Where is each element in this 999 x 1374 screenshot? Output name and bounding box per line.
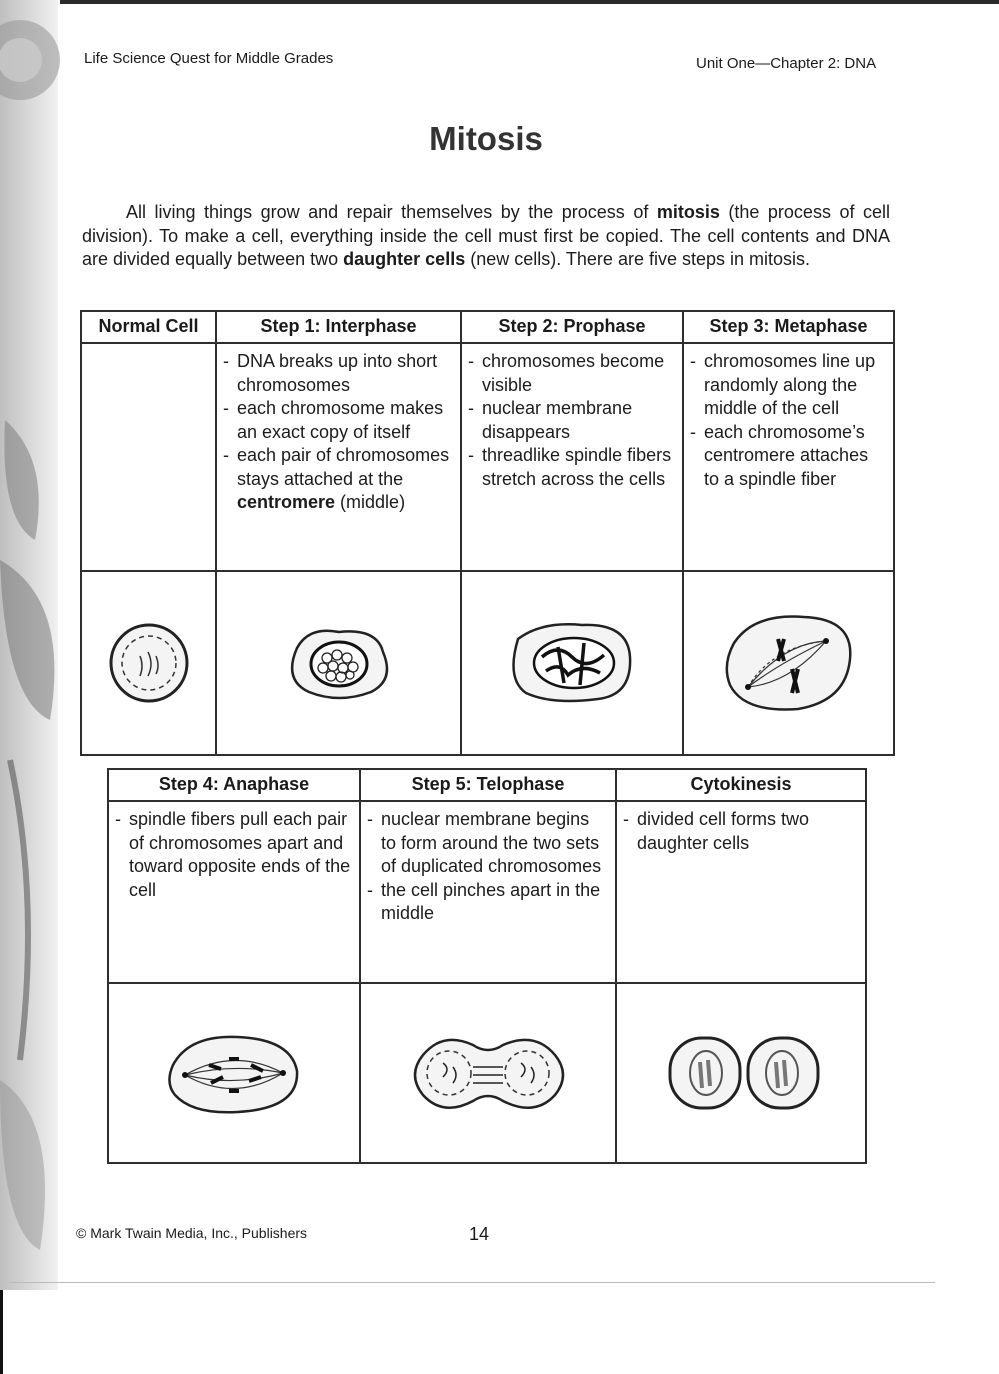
- list-item: - each chromosome’s centromere attaches to a spindle fiber: [690, 421, 887, 492]
- publisher-credit: © Mark Twain Media, Inc., Publishers: [76, 1225, 308, 1241]
- header-metaphase: Step 3: Metaphase: [683, 311, 894, 343]
- list-item: - chromosomes become visible: [468, 350, 676, 397]
- bottom-divider: [10, 1282, 935, 1283]
- top-border: [60, 0, 999, 4]
- cytokinesis-diagram: [616, 983, 866, 1163]
- interphase-diagram: [216, 571, 461, 755]
- list-item: - each pair of chromosomes stays attached at the centromere (middle): [223, 444, 454, 515]
- metaphase-diagram: [683, 571, 894, 755]
- telophase-text: [360, 801, 616, 983]
- book-title: Life Science Quest for Middle Grades: [84, 50, 334, 67]
- intro-paragraph: All living things grow and repair themselves by the process of mitosis (the process of cell division). To make a cell, everything inside the cell must first be copied. The cell contents and DNA are divided equally between two daughter cells (new cells). There are five steps in mitosis.: [82, 202, 890, 269]
- list-item: - spindle fibers pull each pair of chromosomes apart and toward opposite ends of the cell: [115, 808, 353, 902]
- header-interphase: Step 1: Interphase: [216, 311, 461, 343]
- cytokinesis-text: [616, 801, 866, 983]
- interphase-text: [216, 343, 461, 571]
- term-mitosis: mitosis: [656, 202, 720, 222]
- page-title: Mitosis: [429, 120, 543, 157]
- list-item: - the cell pinches apart in the middle: [367, 879, 609, 926]
- list-item: - divided cell forms two daughter cells: [623, 808, 859, 855]
- prophase-diagram: [461, 571, 683, 755]
- normal-cell-text: [81, 343, 216, 571]
- term-daughter-cells: daughter cells: [343, 249, 466, 269]
- header-telophase: Step 5: Telophase: [360, 769, 616, 801]
- list-item: - chromosomes line up randomly along the middle of the cell: [690, 350, 887, 421]
- page-number: 14: [469, 1224, 490, 1244]
- telophase-diagram: [360, 983, 616, 1163]
- prophase-text: [461, 343, 683, 571]
- header-prophase: Step 2: Prophase: [461, 311, 683, 343]
- header-anaphase: Step 4: Anaphase: [108, 769, 360, 801]
- list-item: - threadlike spindle fibers stretch across the cells: [468, 444, 676, 491]
- list-item: - DNA breaks up into short chromosomes: [223, 350, 454, 397]
- term-centromere: centromere: [237, 492, 336, 512]
- list-item: - each chromosome makes an exact copy of itself: [223, 397, 454, 444]
- mitosis-table-bottom: [107, 768, 867, 1164]
- anaphase-text: [108, 801, 360, 983]
- anaphase-diagram: [108, 983, 360, 1163]
- list-item: - nuclear membrane begins to form around the two sets of duplicated chromosomes: [367, 808, 609, 879]
- mitosis-table-top: [80, 310, 895, 756]
- decorative-plant-border: [0, 0, 72, 1290]
- normal-cell-diagram: [81, 571, 216, 755]
- header-cytokinesis: Cytokinesis: [616, 769, 866, 801]
- header-normal-cell: Normal Cell: [81, 311, 216, 343]
- list-item: - nuclear membrane disappears: [468, 397, 676, 444]
- scan-edge: [0, 1290, 3, 1374]
- metaphase-text: [683, 343, 894, 571]
- chapter-label: Unit One—Chapter 2: DNA: [696, 55, 877, 72]
